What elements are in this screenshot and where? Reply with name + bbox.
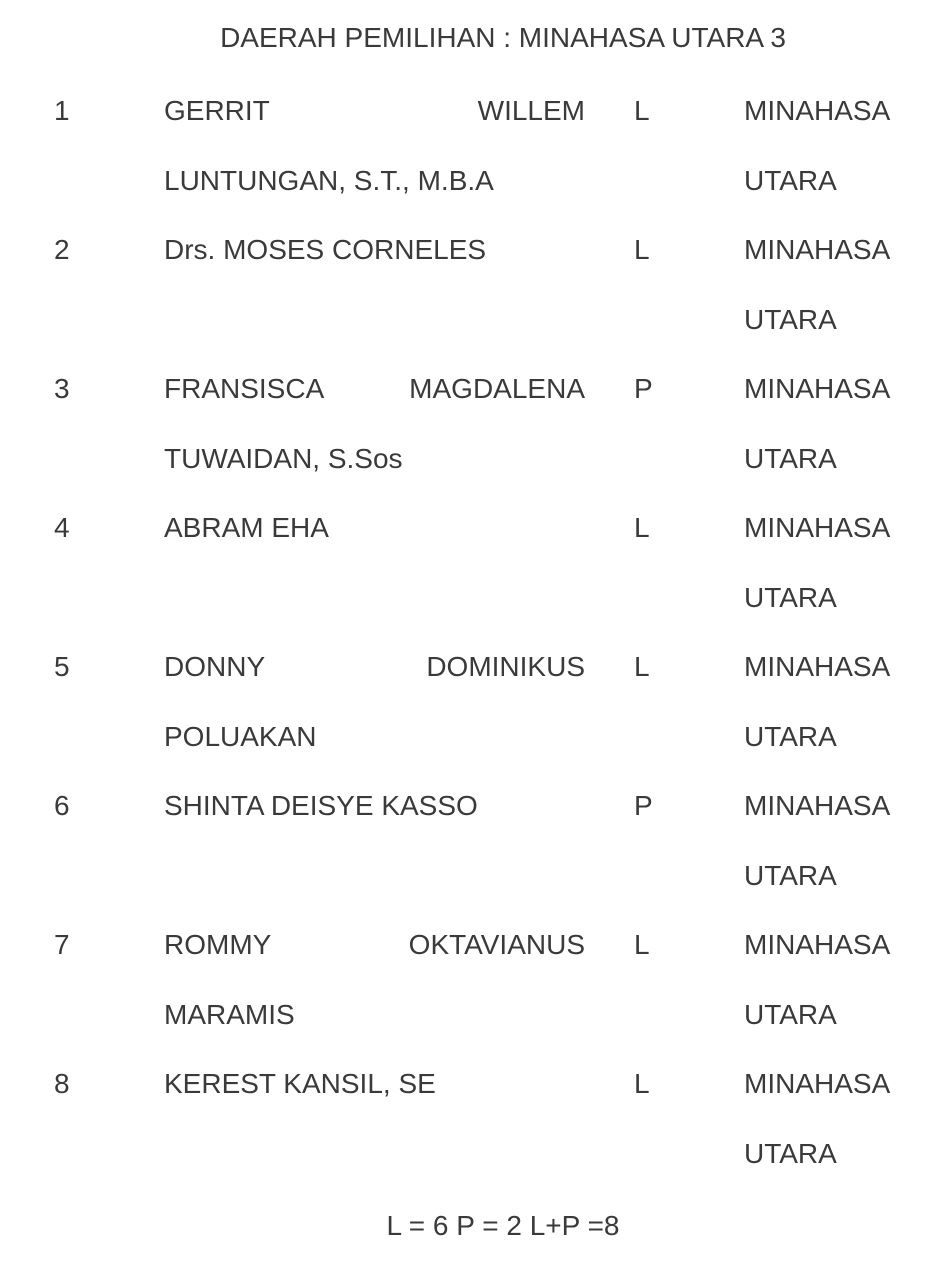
candidate-number: 2 — [54, 234, 70, 265]
candidate-name-word: MAGDALENA — [409, 373, 585, 404]
candidate-name-word: ROMMY — [164, 929, 272, 960]
candidate-name-line1 — [164, 788, 585, 824]
candidate-region-line1: MINAHASA — [744, 95, 891, 126]
candidate-name-line2: POLUAKAN — [164, 721, 317, 752]
candidate-name-word: GERRIT — [164, 95, 270, 126]
candidate-region-line1: MINAHASA — [744, 651, 891, 682]
candidate-region-line1: MINAHASA — [744, 790, 891, 821]
candidate-gender: P — [634, 373, 653, 404]
candidate-gender: L — [634, 512, 650, 543]
candidate-gender: L — [634, 929, 650, 960]
candidate-name-line1 — [164, 649, 585, 685]
candidate-gender: L — [634, 651, 650, 682]
table-row — [0, 494, 943, 633]
candidate-region-line2: UTARA — [744, 165, 837, 196]
candidate-name-line1 — [164, 1066, 585, 1102]
candidate-name-line2: MARAMIS — [164, 999, 295, 1030]
gender-summary: L = 6 P = 2 L+P =8 — [386, 1210, 620, 1241]
candidate-region-line2: UTARA — [744, 999, 837, 1030]
page-title: DAERAH PEMILIHAN : MINAHASA UTARA 3 — [220, 22, 786, 53]
candidate-number: 4 — [54, 512, 70, 543]
table-row — [0, 633, 943, 772]
candidate-table — [0, 77, 943, 1189]
candidate-number: 1 — [54, 95, 70, 126]
candidate-name-line1 — [164, 510, 585, 546]
candidate-region-line2: UTARA — [744, 860, 837, 891]
candidate-gender: L — [634, 95, 650, 126]
candidate-name-word: WILLEM — [477, 95, 585, 126]
candidate-number: 6 — [54, 790, 70, 821]
candidate-region-line1: MINAHASA — [744, 1068, 891, 1099]
candidate-name-word: DOMINIKUS — [426, 651, 585, 682]
candidate-region-line1: MINAHASA — [744, 512, 891, 543]
candidate-name-line1 — [164, 93, 585, 129]
candidate-name-word: DONNY — [164, 651, 266, 682]
candidate-number: 8 — [54, 1068, 70, 1099]
candidate-name-line1 — [164, 927, 585, 963]
table-row — [0, 355, 943, 494]
table-row — [0, 772, 943, 911]
table-row — [0, 216, 943, 355]
candidate-number: 3 — [54, 373, 70, 404]
table-row — [0, 911, 943, 1050]
candidate-region-line2: UTARA — [744, 582, 837, 613]
candidate-region-line1: MINAHASA — [744, 234, 891, 265]
table-row — [0, 77, 943, 216]
candidate-gender: L — [634, 1068, 650, 1099]
candidate-name-word: Drs. MOSES CORNELES — [164, 234, 487, 265]
candidate-name-line2: LUNTUNGAN, S.T., M.B.A — [164, 165, 494, 196]
candidate-name-word: FRANSISCA — [164, 373, 325, 404]
candidate-name-word: OKTAVIANUS — [408, 929, 585, 960]
candidate-name-word: ABRAM EHA — [164, 512, 329, 543]
candidate-number: 7 — [54, 929, 70, 960]
candidate-region-line2: UTARA — [744, 1138, 837, 1169]
candidate-name-line2: TUWAIDAN, S.Sos — [164, 443, 403, 474]
candidate-region-line1: MINAHASA — [744, 929, 891, 960]
table-row — [0, 1050, 943, 1189]
candidate-name-word: KEREST KANSIL, SE — [164, 1068, 436, 1099]
candidate-number: 5 — [54, 651, 70, 682]
candidate-region-line1: MINAHASA — [744, 373, 891, 404]
candidate-name-line1 — [164, 232, 585, 268]
candidate-gender: L — [634, 234, 650, 265]
candidate-region-line2: UTARA — [744, 721, 837, 752]
candidate-name-line1 — [164, 371, 585, 407]
candidate-gender: P — [634, 790, 653, 821]
candidate-region-line2: UTARA — [744, 443, 837, 474]
candidate-name-word: SHINTA DEISYE KASSO — [164, 790, 478, 821]
candidate-region-line2: UTARA — [744, 304, 837, 335]
